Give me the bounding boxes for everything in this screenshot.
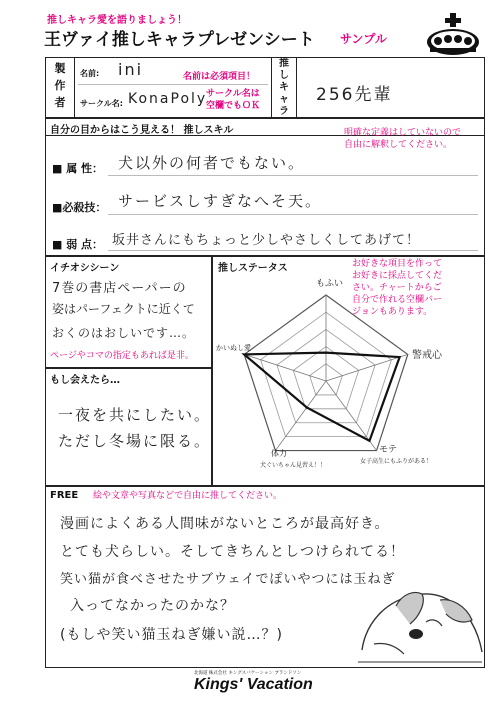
skills-note: 明確な定義はしていないので 自由に解釈してください。 xyxy=(344,128,462,150)
axis-label-kainushi: かいぬし愛 xyxy=(216,344,251,352)
free-line-4[interactable]: 入ってなかったのかな？ xyxy=(70,598,235,614)
axis-label-keikaishin: 警戒心 xyxy=(412,350,442,361)
oshi-chara-value[interactable]: 256先輩 xyxy=(316,85,393,105)
tagline: 推しキャラ愛を語りましょう！ xyxy=(47,15,187,26)
free-title: FREE xyxy=(50,490,79,501)
skill-weakness-value[interactable]: 坂井さんにもちょっと少しやさしくしてあげて！ xyxy=(112,233,421,248)
radar-axis-line xyxy=(244,354,326,381)
moshi-line-1[interactable]: 一夜を共にしたい。 xyxy=(58,406,212,424)
sample-label: サンプル xyxy=(340,32,387,46)
ichioshi-note: ページやコマの指定もあれば是非。 xyxy=(50,351,194,361)
moshi-line-2[interactable]: ただし冬場に限る。 xyxy=(58,432,212,450)
free-line-1[interactable]: 漫画によくある人間味がないところが最高好き。 xyxy=(60,516,390,532)
skills-title: 自分の目からはこう見える！ 推しスキル xyxy=(50,125,234,136)
ichioshi-line-1[interactable]: 7巻の書店ペーパーの xyxy=(52,281,187,296)
maker-side-label: 製 作 者 xyxy=(54,62,66,109)
skill-attribute-label: ■ 属 性： xyxy=(52,162,104,175)
skill-special-value[interactable]: サービスしすぎなへそ天。 xyxy=(118,192,323,210)
free-note: 絵や文章や写真などで自由に推してください。 xyxy=(93,491,283,501)
name-label: 名前: xyxy=(80,69,100,78)
free-line-5[interactable]: (もしや笑い猫玉ねぎ嫌い説…？) xyxy=(60,627,283,643)
crown-logo-icon xyxy=(424,10,482,56)
free-line-3[interactable]: 笑い猫が食べさせたサブウェイでぽいやつには玉ねぎ xyxy=(60,572,396,587)
free-line-2[interactable]: とても犬らしい。そしてきちんとしつけられてる！ xyxy=(60,544,405,560)
axis-label-mote: モテ xyxy=(379,445,398,455)
ichioshi-line-2[interactable]: 姿はパーフェクトに近くて xyxy=(52,302,195,316)
footer-brand: Kings' Vacation xyxy=(194,676,313,693)
skill-special-label: ■必殺技： xyxy=(52,201,107,214)
name-note: 名前は必須項目！ xyxy=(183,72,256,82)
circle-value[interactable]: KonaPoly xyxy=(128,91,208,107)
status-title: 推しステータス xyxy=(218,263,288,274)
axis-label-mofui: もふい xyxy=(316,279,344,289)
ichioshi-title: イチオシシーン xyxy=(50,263,120,274)
skill-weakness-label: ■ 弱 点： xyxy=(52,238,104,251)
status-radar-chart xyxy=(212,256,485,486)
axis-sub-label-tairyoku: 犬ぐいちゃん見習え！！ xyxy=(260,462,327,469)
circle-label: サークル名: xyxy=(80,99,123,108)
axis-label-tairyoku: 体力 xyxy=(271,449,287,458)
oshi-chara-label: 推 し キ ャ ラ xyxy=(279,58,289,117)
name-value[interactable]: ini xyxy=(118,60,144,79)
footer-sub: 北海道 株式会社 キングスバケーション ブランドソン xyxy=(194,671,302,676)
page-title: 王ヴァイ推しキャラプレゼンシート xyxy=(44,30,315,50)
skill-attribute-value[interactable]: 犬以外の何者でもない。 xyxy=(118,154,306,172)
moshi-title: もし会えたら… xyxy=(50,375,120,386)
axis-sub-label-mote: 女子高生にもふりがある！ xyxy=(360,458,433,465)
status-note: お好きな項目を作って お好きに採点してくだ さい。チャートからご 自分で作れる空欄バー ジョンもあります。 xyxy=(352,259,443,317)
ichioshi-line-3[interactable]: おくのはおしいです…。 xyxy=(52,326,196,340)
dog-sketch-icon xyxy=(356,572,484,666)
circle-note: サークル名は 空欄でもＯＫ xyxy=(206,89,261,111)
radar-axis-line xyxy=(275,381,326,451)
